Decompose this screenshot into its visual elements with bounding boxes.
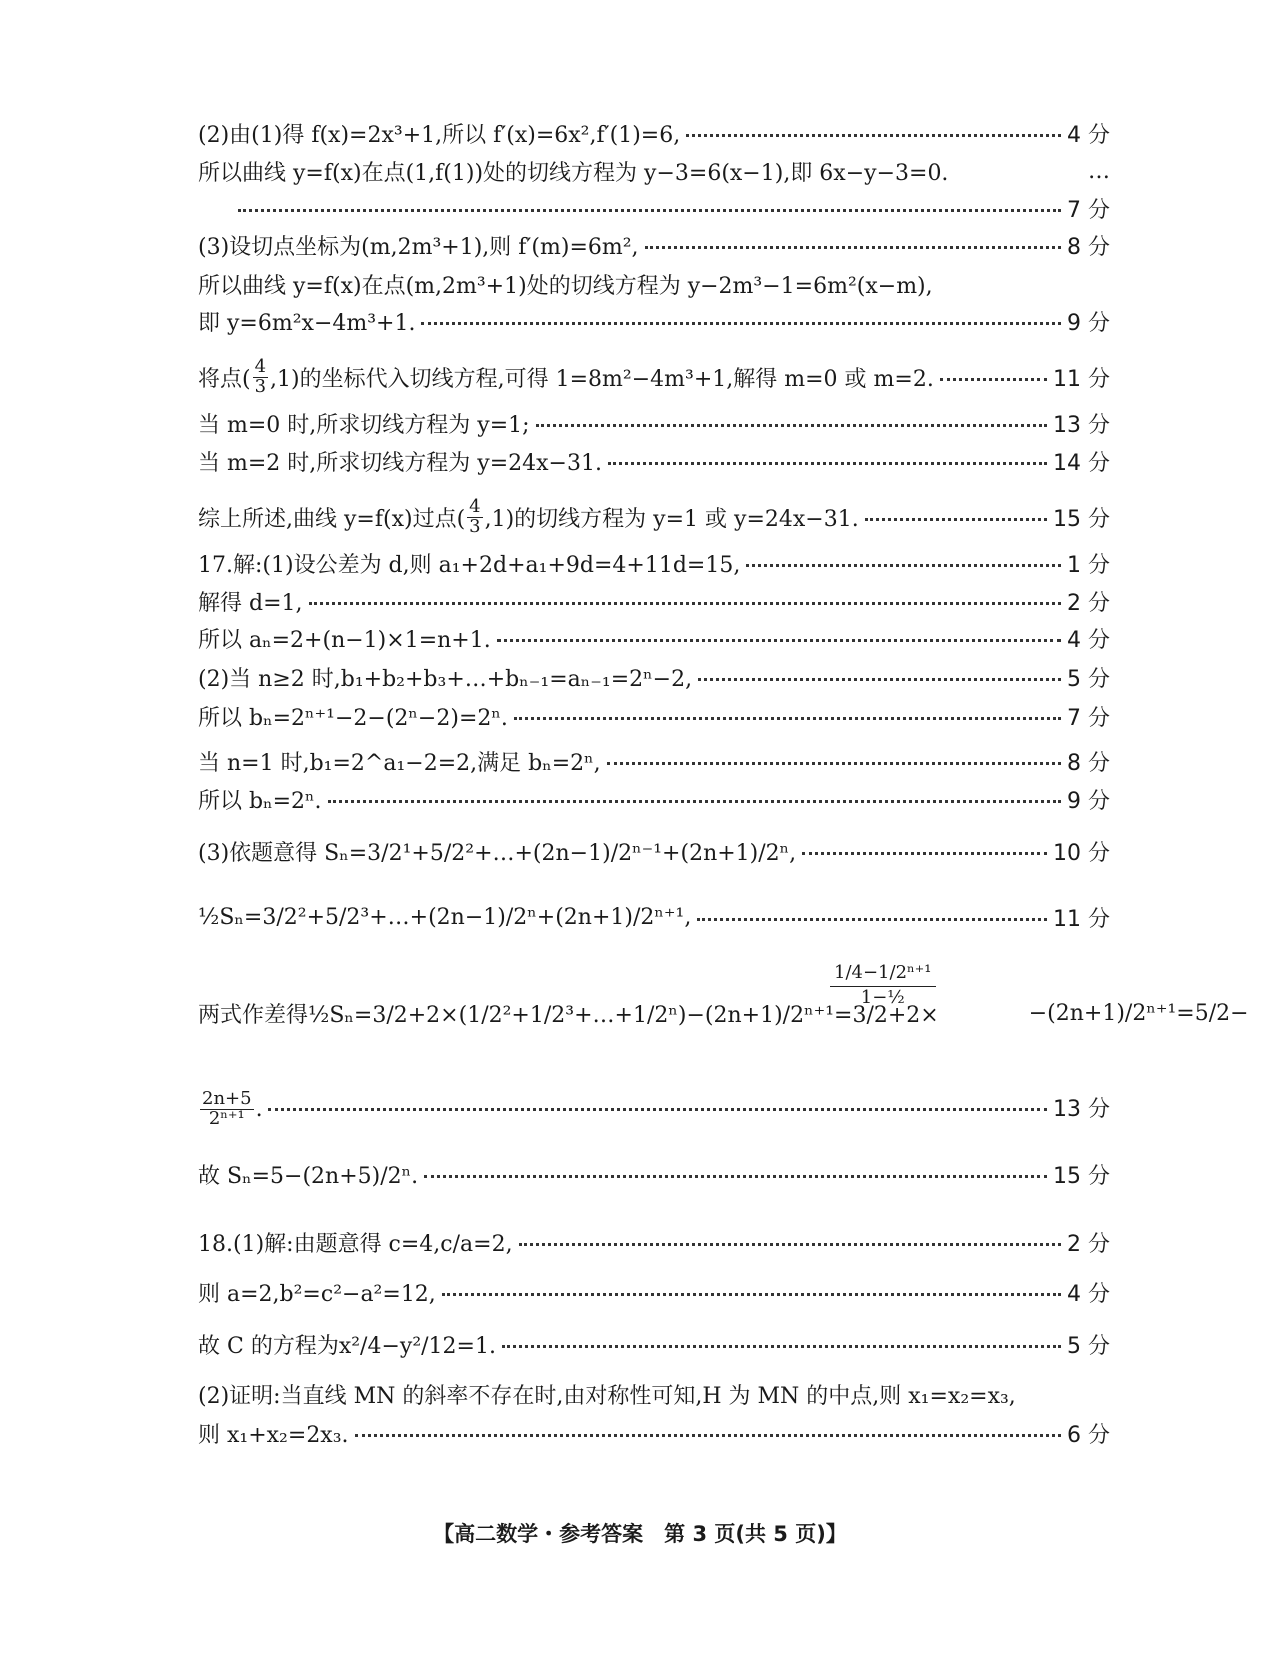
line-text: 18.(1)解:由题意得 c=4,c/a=2, (198, 1232, 513, 1257)
line-text: ½Sₙ=3/2²+5/2³+…+(2n−1)/2ⁿ+(2n+1)/2ⁿ⁺¹, (198, 905, 692, 930)
leader-dots (309, 602, 1061, 605)
leader-dots (608, 462, 1047, 465)
answer-line (198, 118, 1110, 149)
line-text: (2)当 n≥2 时,b₁+b₂+b₃+…+bₙ₋₁=aₙ₋₁=2ⁿ−2, (198, 667, 693, 692)
score-label: 7 分 (1067, 198, 1110, 223)
score-label: 6 分 (1067, 1423, 1110, 1448)
answer-line (198, 836, 1110, 867)
line-text: 即 y=6m²x−4m³+1. (198, 311, 416, 336)
line-text: 所以曲线 y=f(x)在点(m,2m³+1)处的切线方程为 y−2m³−1=6m²(x−m), (198, 274, 933, 299)
answer-line (198, 586, 1110, 617)
score-label: 11 分 (1053, 907, 1110, 932)
leader-dots (686, 134, 1061, 137)
score-label: 15 分 (1053, 1164, 1110, 1189)
inline-fraction: $\frac{4}{3}$ (254, 356, 267, 397)
complex-fraction-bottom: 1−½ (860, 986, 905, 1008)
score-label: 7 分 (1067, 706, 1110, 731)
inline-fraction: $\frac{4}{3}$ (469, 496, 481, 537)
answer-line (198, 701, 1110, 732)
answer-line (198, 1418, 1110, 1449)
line-text: (2)由(1)得 f(x)=2x³+1,所以 f′(x)=6x²,f′(1)=6, (198, 123, 681, 148)
answer-line (198, 408, 1110, 439)
line-text: 所以曲线 y=f(x)在点(1,f(1))处的切线方程为 y−3=6(x−1),即 6x−y−3=0. (198, 161, 949, 186)
score-label: 4 分 (1067, 123, 1110, 148)
continuation-fraction: $\frac{2n+5}{\text{2ⁿ⁺¹}}$ (202, 1088, 252, 1129)
answer-line: 综上所述,曲线 y=f(x)过点( $\frac{4}{3}$ ,1)的切线方程为 y=1 或 y=24x−31. 15 分 (198, 496, 1110, 537)
answer-line (198, 902, 1110, 933)
score-label: 9 分 (1067, 311, 1110, 336)
line-text: 则 x₁+x₂=2x₃. (198, 1423, 349, 1448)
line-text: 17.解:(1)设公差为 d,则 a₁+2d+a₁+9d=4+11d=15, (198, 553, 741, 578)
line-text: 两式作差得½Sₙ=3/2+2×(1/2²+1/2³+…+1/2ⁿ)−(2n+1)/2ⁿ⁺¹=3/2+2× (198, 1003, 939, 1028)
answer-line (198, 1379, 1110, 1410)
leader-dots (940, 378, 1047, 381)
score-label: 1 分 (1067, 553, 1110, 578)
line-text: 解得 d=1, (198, 591, 303, 616)
line-text: 则 a=2,b²=c²−a²=12, (198, 1282, 436, 1307)
leader-dots (802, 852, 1047, 855)
answer-line (198, 1277, 1110, 1308)
line-text: 故 Sₙ=5−(2n+5)/2ⁿ. (198, 1164, 419, 1189)
line-text: (3)设切点坐标为(m,2m³+1),则 f′(m)=6m², (198, 235, 639, 260)
leader-dots (607, 762, 1061, 765)
answer-line (198, 784, 1110, 815)
answer-line (198, 306, 1110, 337)
score-label: 14 分 (1053, 451, 1110, 476)
score-label: 8 分 (1067, 751, 1110, 776)
line-text: 当 n=1 时,b₁=2^a₁−2=2,满足 bₙ=2ⁿ, (198, 751, 601, 776)
line-text: 所以 bₙ=2ⁿ. (198, 789, 322, 814)
answer-line (198, 1329, 1110, 1360)
score-label: 5 分 (1067, 1334, 1110, 1359)
complex-fraction (830, 962, 936, 1008)
score-label: 2 分 (1067, 591, 1110, 616)
score-label: 8 分 (1067, 235, 1110, 260)
line-text: (3)依题意得 Sₙ=3/2¹+5/2²+…+(2n−1)/2ⁿ⁻¹+(2n+1)/2ⁿ, (198, 841, 797, 866)
score-label: 5 分 (1067, 667, 1110, 692)
answer-line (198, 662, 1110, 693)
complex-fraction-top: 1/4−1/2ⁿ⁺¹ (830, 962, 936, 987)
score-label: 15 分 (1053, 506, 1110, 532)
score-label: 13 分 (1053, 1097, 1110, 1122)
leader-dots (746, 564, 1061, 567)
leader-dots (519, 1243, 1061, 1246)
answer-line (198, 269, 1110, 300)
line-text: 故 C 的方程为x²/4−y²/12=1. (198, 1334, 496, 1359)
answer-line (198, 230, 1110, 261)
leader-dots (328, 800, 1061, 803)
leader-dots (698, 678, 1061, 681)
answer-line (198, 548, 1110, 579)
score-label: 4 分 (1067, 1282, 1110, 1307)
line-text: (2)证明:当直线 MN 的斜率不存在时,由对称性可知,H 为 MN 的中点,则 x₁=x₂=x₃, (198, 1384, 1016, 1409)
answer-line (198, 623, 1110, 654)
leader-dots (697, 918, 1047, 921)
answer-line: 所以曲线 y=f(x)在点(1,f(1))处的切线方程为 y−3=6(x−1),即 6x−y−3=0. … (198, 156, 1110, 187)
score-label: 13 分 (1053, 413, 1110, 438)
leader-dots (645, 246, 1061, 249)
page-footer: 【高二数学・参考答案 第 3 页(共 5 页)】 (433, 1522, 847, 1546)
leader-dots (424, 1175, 1047, 1178)
leader-dots (865, 518, 1047, 521)
answer-line: 两式作差得½Sₙ=3/2+2×(1/2²+1/2³+…+1/2ⁿ)−(2n+1)/2ⁿ⁺¹=3/2+2× −(2n+1)/2ⁿ⁺¹=5/2− (198, 998, 1110, 1029)
line-text: 所以 aₙ=2+(n−1)×1=n+1. (198, 628, 491, 653)
score-label: 11 分 (1053, 366, 1110, 392)
score-label: 9 分 (1067, 789, 1110, 814)
leader-dots (502, 1345, 1061, 1348)
line-text: 所以 bₙ=2ⁿ⁺¹−2−(2ⁿ−2)=2ⁿ. (198, 706, 508, 731)
answer-line (198, 1159, 1110, 1190)
line-text: 当 m=2 时,所求切线方程为 y=24x−31. (198, 451, 602, 476)
score-label: 2 分 (1067, 1232, 1110, 1257)
line-text: 当 m=0 时,所求切线方程为 y=1; (198, 413, 530, 438)
score-label: 4 分 (1067, 628, 1110, 653)
answer-line (198, 446, 1110, 477)
answer-line: 将点( $\frac{4}{3}$ ,1)的坐标代入切线方程,可得 1=8m²−4m³+1,解得 m=0 或 m=2. 11 分 (198, 356, 1110, 397)
leader-dots (421, 322, 1061, 325)
leader-dots (442, 1293, 1061, 1296)
answer-line (232, 193, 1110, 224)
leader-dots (514, 717, 1061, 720)
leader-dots (536, 424, 1047, 427)
leader-dots (355, 1434, 1061, 1437)
answer-line (198, 746, 1110, 777)
answer-line (198, 1227, 1110, 1258)
score-label: 10 分 (1053, 841, 1110, 866)
leader-dots (238, 209, 1061, 212)
continuation-line: $\frac{2n+5}{\text{2ⁿ⁺¹}}$ . (202, 1088, 263, 1129)
leader-dots (497, 639, 1061, 642)
